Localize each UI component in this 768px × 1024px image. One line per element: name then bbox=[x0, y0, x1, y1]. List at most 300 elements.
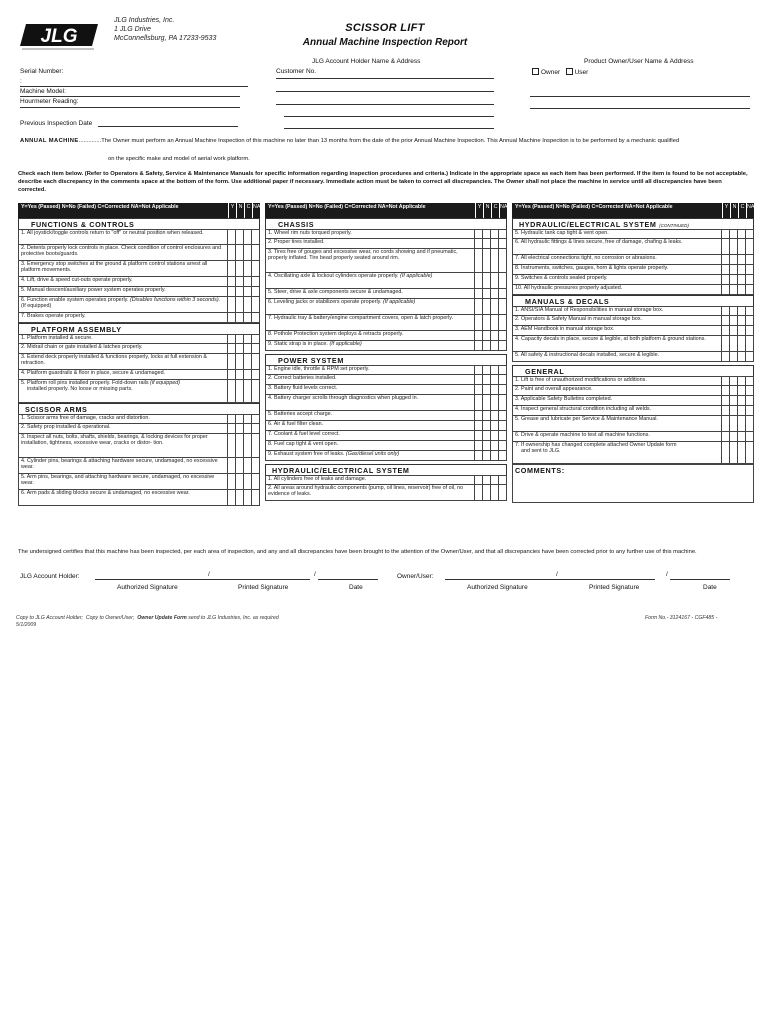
machine-model-field[interactable] bbox=[20, 96, 240, 97]
item-text: 10. All hydraulic pressures properly adjusted. bbox=[515, 285, 623, 291]
c-box[interactable] bbox=[490, 385, 498, 394]
n-box[interactable] bbox=[729, 416, 737, 431]
n-box[interactable] bbox=[235, 277, 243, 286]
n-box[interactable] bbox=[235, 458, 243, 473]
c-box[interactable] bbox=[737, 432, 745, 441]
checklist-row bbox=[18, 380, 260, 403]
n-box[interactable] bbox=[482, 476, 490, 484]
owner-checkbox[interactable] bbox=[532, 68, 539, 75]
y-box[interactable] bbox=[474, 421, 482, 430]
c-box[interactable] bbox=[490, 421, 498, 430]
y-box[interactable] bbox=[721, 265, 729, 274]
hourmeter-field[interactable] bbox=[20, 107, 240, 108]
na-box[interactable] bbox=[498, 485, 506, 500]
y-box[interactable] bbox=[474, 395, 482, 410]
user-checkbox[interactable] bbox=[566, 68, 573, 75]
n-box[interactable] bbox=[729, 255, 737, 264]
na-box[interactable] bbox=[251, 424, 259, 433]
y-box[interactable] bbox=[474, 366, 482, 374]
y-box[interactable] bbox=[721, 442, 729, 463]
n-box[interactable] bbox=[729, 230, 737, 238]
na-box[interactable] bbox=[498, 441, 506, 450]
na-box[interactable] bbox=[498, 289, 506, 298]
c-box[interactable] bbox=[737, 406, 745, 415]
na-box[interactable] bbox=[745, 377, 753, 385]
na-box[interactable] bbox=[251, 434, 259, 457]
c-box[interactable] bbox=[243, 277, 251, 286]
n-box[interactable] bbox=[729, 396, 737, 405]
col-n: N bbox=[236, 203, 244, 218]
y-box[interactable] bbox=[474, 431, 482, 440]
c-box[interactable] bbox=[243, 230, 251, 244]
owner-sig-line[interactable] bbox=[445, 579, 655, 580]
c-box[interactable] bbox=[243, 344, 251, 353]
n-box[interactable] bbox=[729, 275, 737, 284]
n-box[interactable] bbox=[482, 385, 490, 394]
c-box[interactable] bbox=[243, 415, 251, 423]
y-box[interactable] bbox=[721, 377, 729, 385]
c-box[interactable] bbox=[737, 275, 745, 284]
n-box[interactable] bbox=[482, 230, 490, 238]
item-text: 4. Capacity decals in place, secure & legible, at both platform & ground stations. bbox=[515, 336, 706, 342]
y-box[interactable] bbox=[721, 326, 729, 335]
y-box[interactable] bbox=[227, 415, 235, 423]
n-box[interactable] bbox=[482, 451, 490, 460]
item-text: 1. Platform installed & secure. bbox=[21, 335, 93, 341]
c-box[interactable] bbox=[737, 326, 745, 335]
checklist-row bbox=[512, 275, 754, 285]
item-text-italic: (Gas/diesel units only) bbox=[345, 451, 400, 457]
checklist-row bbox=[265, 385, 507, 395]
n-box[interactable] bbox=[729, 432, 737, 441]
c-box[interactable] bbox=[490, 341, 498, 350]
n-box[interactable] bbox=[235, 261, 243, 276]
c-box[interactable] bbox=[737, 386, 745, 395]
customer-no-field[interactable] bbox=[276, 78, 494, 79]
n-box[interactable] bbox=[729, 285, 737, 294]
account-address-line-1[interactable] bbox=[276, 91, 494, 92]
c-box[interactable] bbox=[490, 331, 498, 340]
c-box[interactable] bbox=[243, 261, 251, 276]
item-text-tail: (If equipped) bbox=[21, 302, 52, 309]
y-box[interactable] bbox=[721, 275, 729, 284]
c-box[interactable] bbox=[737, 285, 745, 294]
c-box[interactable] bbox=[490, 411, 498, 420]
c-box[interactable] bbox=[737, 265, 745, 274]
n-box[interactable] bbox=[235, 245, 243, 260]
comments-title: COMMENTS: bbox=[515, 466, 565, 475]
n-box[interactable] bbox=[729, 352, 737, 361]
checklist-row bbox=[18, 490, 260, 506]
na-box[interactable] bbox=[745, 239, 753, 254]
y-box[interactable] bbox=[227, 344, 235, 353]
section-general: GENERAL bbox=[512, 365, 754, 376]
c-box[interactable] bbox=[243, 434, 251, 457]
y-box[interactable] bbox=[474, 273, 482, 288]
c-box[interactable] bbox=[243, 245, 251, 260]
n-box[interactable] bbox=[729, 239, 737, 254]
item-text-italic: (If applicable) bbox=[382, 299, 416, 305]
y-box[interactable] bbox=[227, 261, 235, 276]
item-text-italic: (Disables functions within 3 seconds). bbox=[129, 297, 221, 303]
n-box[interactable] bbox=[729, 386, 737, 395]
n-box[interactable] bbox=[235, 424, 243, 433]
owner-address-line-2[interactable] bbox=[530, 108, 750, 109]
y-box[interactable] bbox=[474, 441, 482, 450]
y-box[interactable] bbox=[227, 380, 235, 402]
na-box[interactable] bbox=[498, 273, 506, 288]
owner-address-line-1[interactable] bbox=[530, 96, 750, 97]
na-box[interactable] bbox=[251, 287, 259, 296]
c-box[interactable] bbox=[243, 380, 251, 402]
na-box[interactable] bbox=[498, 451, 506, 460]
na-box[interactable] bbox=[251, 277, 259, 286]
y-box[interactable] bbox=[474, 485, 482, 500]
y-box[interactable] bbox=[721, 239, 729, 254]
legend-header bbox=[512, 203, 754, 218]
y-box[interactable] bbox=[721, 406, 729, 415]
na-box[interactable] bbox=[498, 385, 506, 394]
na-box[interactable] bbox=[498, 366, 506, 374]
section-platform: PLATFORM ASSEMBLY bbox=[18, 323, 260, 334]
item-text: 2. Paint and overall appearance. bbox=[515, 386, 593, 392]
na-box[interactable] bbox=[745, 265, 753, 274]
c-box[interactable] bbox=[737, 255, 745, 264]
c-box[interactable] bbox=[737, 336, 745, 351]
na-box[interactable] bbox=[251, 335, 259, 343]
checklist-row bbox=[265, 315, 507, 331]
y-box[interactable] bbox=[227, 370, 235, 379]
item-text: 8. Pothole Protection system deploys & retracts properly. bbox=[268, 331, 404, 337]
checklist-row bbox=[512, 285, 754, 295]
checklist-row bbox=[265, 365, 507, 375]
na-box[interactable] bbox=[251, 490, 259, 505]
n-box[interactable] bbox=[729, 307, 737, 315]
na-box[interactable] bbox=[498, 239, 506, 248]
n-box[interactable] bbox=[482, 289, 490, 298]
c-box[interactable] bbox=[490, 273, 498, 288]
na-box[interactable] bbox=[498, 421, 506, 430]
na-box[interactable] bbox=[498, 476, 506, 484]
n-box[interactable] bbox=[235, 415, 243, 423]
item-text: 7. Hydraulic tray & battery/engine compartment covers, open & latch properly. bbox=[268, 315, 454, 321]
checklist-row bbox=[18, 458, 260, 474]
c-box[interactable] bbox=[243, 490, 251, 505]
checklist-column-1 bbox=[18, 203, 260, 506]
customer-no-label: Customer No. bbox=[276, 68, 317, 75]
c-box[interactable] bbox=[490, 249, 498, 272]
na-box[interactable] bbox=[498, 431, 506, 440]
na-box[interactable] bbox=[251, 458, 259, 473]
y-box[interactable] bbox=[474, 299, 482, 314]
n-box[interactable] bbox=[482, 431, 490, 440]
account-address-line-4[interactable] bbox=[284, 128, 494, 129]
n-box[interactable] bbox=[729, 316, 737, 325]
legend-header bbox=[265, 203, 507, 218]
y-box[interactable] bbox=[721, 336, 729, 351]
y-box[interactable] bbox=[227, 313, 235, 322]
na-box[interactable] bbox=[745, 316, 753, 325]
c-box[interactable] bbox=[243, 474, 251, 489]
item-text: 2. Proper tires installed. bbox=[268, 239, 325, 245]
item-text: 1. Engine idle, throttle & RPM set properly. bbox=[268, 366, 370, 372]
c-box[interactable] bbox=[243, 354, 251, 369]
y-box[interactable] bbox=[721, 432, 729, 441]
copy-text-1: Copy to JLG Account Holder; bbox=[16, 615, 83, 621]
c-box[interactable] bbox=[490, 395, 498, 410]
y-box[interactable] bbox=[474, 289, 482, 298]
checklist-column-2 bbox=[265, 203, 507, 501]
account-holder-sig-line[interactable] bbox=[95, 579, 310, 580]
n-box[interactable] bbox=[235, 335, 243, 343]
c-box[interactable] bbox=[490, 451, 498, 460]
na-box[interactable] bbox=[251, 474, 259, 489]
c-box[interactable] bbox=[490, 476, 498, 484]
na-box[interactable] bbox=[251, 230, 259, 244]
n-box[interactable] bbox=[729, 377, 737, 385]
na-box[interactable] bbox=[251, 313, 259, 322]
na-box[interactable] bbox=[745, 285, 753, 294]
checklist-row bbox=[18, 297, 260, 313]
y-box[interactable] bbox=[474, 331, 482, 340]
na-box[interactable] bbox=[498, 331, 506, 340]
checklist-row bbox=[265, 395, 507, 411]
checklist-row bbox=[512, 432, 754, 442]
na-box[interactable] bbox=[251, 354, 259, 369]
n-box[interactable] bbox=[482, 315, 490, 330]
c-box[interactable] bbox=[243, 287, 251, 296]
n-box[interactable] bbox=[235, 370, 243, 379]
n-box[interactable] bbox=[235, 344, 243, 353]
na-box[interactable] bbox=[745, 396, 753, 405]
y-box[interactable] bbox=[474, 230, 482, 238]
item-text: 1. ANSI/SIA Manual of Responsibilities in manual storage box. bbox=[515, 307, 664, 313]
na-box[interactable] bbox=[498, 341, 506, 350]
c-box[interactable] bbox=[737, 316, 745, 325]
c-box[interactable] bbox=[490, 441, 498, 450]
y-box[interactable] bbox=[721, 416, 729, 431]
col-y: Y bbox=[228, 203, 236, 218]
c-box[interactable] bbox=[490, 299, 498, 314]
n-box[interactable] bbox=[235, 230, 243, 244]
jlg-logo bbox=[18, 22, 100, 52]
y-box[interactable] bbox=[227, 297, 235, 312]
n-box[interactable] bbox=[482, 273, 490, 288]
company-address-1: 1 JLG Drive bbox=[114, 26, 151, 33]
na-box[interactable] bbox=[498, 375, 506, 384]
c-box[interactable] bbox=[737, 239, 745, 254]
n-box[interactable] bbox=[482, 411, 490, 420]
checklist-row bbox=[512, 229, 754, 239]
na-box[interactable] bbox=[745, 307, 753, 315]
n-box[interactable] bbox=[482, 249, 490, 272]
na-box[interactable] bbox=[251, 344, 259, 353]
checklist-row bbox=[512, 396, 754, 406]
c-box[interactable] bbox=[737, 307, 745, 315]
na-box[interactable] bbox=[745, 386, 753, 395]
checklist-row bbox=[265, 375, 507, 385]
y-box[interactable] bbox=[227, 424, 235, 433]
na-box[interactable] bbox=[498, 315, 506, 330]
c-box[interactable] bbox=[243, 424, 251, 433]
y-box[interactable] bbox=[227, 434, 235, 457]
c-box[interactable] bbox=[490, 431, 498, 440]
n-box[interactable] bbox=[729, 336, 737, 351]
c-box[interactable] bbox=[490, 289, 498, 298]
na-box[interactable] bbox=[251, 297, 259, 312]
y-box[interactable] bbox=[227, 458, 235, 473]
na-box[interactable] bbox=[251, 370, 259, 379]
y-box[interactable] bbox=[474, 411, 482, 420]
y-box[interactable] bbox=[227, 245, 235, 260]
na-box[interactable] bbox=[498, 230, 506, 238]
na-box[interactable] bbox=[745, 442, 753, 463]
item-text-italic: (if equipped) bbox=[150, 380, 180, 386]
n-box[interactable] bbox=[729, 406, 737, 415]
item-text: 3. Battery fluid levels correct. bbox=[268, 385, 338, 391]
n-box[interactable] bbox=[235, 380, 243, 402]
na-box[interactable] bbox=[251, 245, 259, 260]
c-box[interactable] bbox=[737, 442, 745, 463]
y-box[interactable] bbox=[227, 287, 235, 296]
serial-number-field[interactable] bbox=[20, 86, 248, 87]
na-box[interactable] bbox=[745, 275, 753, 284]
c-box[interactable] bbox=[737, 396, 745, 405]
item-text: 1. Lift is free of unauthorized modifications or additions. bbox=[515, 377, 647, 383]
na-box[interactable] bbox=[251, 380, 259, 402]
na-box[interactable] bbox=[498, 249, 506, 272]
y-box[interactable] bbox=[227, 354, 235, 369]
account-address-line-3[interactable] bbox=[284, 116, 494, 117]
na-box[interactable] bbox=[745, 326, 753, 335]
y-box[interactable] bbox=[227, 277, 235, 286]
y-box[interactable] bbox=[474, 341, 482, 350]
na-box[interactable] bbox=[745, 416, 753, 431]
continued-label: (CONTINUED) bbox=[659, 223, 689, 228]
c-box[interactable] bbox=[490, 375, 498, 384]
col-y: Y bbox=[475, 203, 483, 218]
na-box[interactable] bbox=[745, 255, 753, 264]
n-box[interactable] bbox=[729, 442, 737, 463]
y-box[interactable] bbox=[721, 352, 729, 361]
section-power: POWER SYSTEM bbox=[265, 354, 507, 365]
na-box[interactable] bbox=[498, 395, 506, 410]
y-box[interactable] bbox=[721, 386, 729, 395]
y-box[interactable] bbox=[227, 230, 235, 244]
n-box[interactable] bbox=[729, 326, 737, 335]
y-box[interactable] bbox=[474, 385, 482, 394]
y-box[interactable] bbox=[474, 375, 482, 384]
n-box[interactable] bbox=[235, 287, 243, 296]
c-box[interactable] bbox=[243, 458, 251, 473]
c-box[interactable] bbox=[243, 335, 251, 343]
n-box[interactable] bbox=[482, 239, 490, 248]
y-box[interactable] bbox=[721, 230, 729, 238]
na-box[interactable] bbox=[498, 299, 506, 314]
item-text: 2. Midrail chain or gate installed & latches properly. bbox=[21, 344, 143, 350]
c-box[interactable] bbox=[490, 315, 498, 330]
y-box[interactable] bbox=[474, 315, 482, 330]
n-box[interactable] bbox=[235, 474, 243, 489]
y-box[interactable] bbox=[721, 316, 729, 325]
c-box[interactable] bbox=[490, 230, 498, 238]
y-box[interactable] bbox=[474, 249, 482, 272]
na-box[interactable] bbox=[745, 432, 753, 441]
c-box[interactable] bbox=[737, 230, 745, 238]
c-box[interactable] bbox=[737, 416, 745, 431]
na-box[interactable] bbox=[745, 352, 753, 361]
n-box[interactable] bbox=[235, 490, 243, 505]
c-box[interactable] bbox=[737, 352, 745, 361]
y-box[interactable] bbox=[474, 451, 482, 460]
c-box[interactable] bbox=[243, 313, 251, 322]
n-box[interactable] bbox=[235, 297, 243, 312]
y-box[interactable] bbox=[474, 476, 482, 484]
item-text: 3. Inspect all nuts, bolts, shafts, shields, bearings, & locking devices for proper installation, tightness, excessive wear, cracks or distor- tion. bbox=[21, 434, 208, 446]
authorized-sig-caption-2: Authorized Signature bbox=[467, 584, 528, 591]
y-box[interactable] bbox=[721, 255, 729, 264]
n-box[interactable] bbox=[235, 354, 243, 369]
item-text-main: 9. Exhaust system free of leaks. bbox=[268, 451, 345, 457]
na-box[interactable] bbox=[251, 261, 259, 276]
n-box[interactable] bbox=[482, 441, 490, 450]
c-box[interactable] bbox=[490, 366, 498, 374]
na-box[interactable] bbox=[251, 415, 259, 423]
na-box[interactable] bbox=[498, 411, 506, 420]
na-box[interactable] bbox=[745, 230, 753, 238]
account-date-line[interactable] bbox=[318, 579, 378, 580]
y-box[interactable] bbox=[227, 490, 235, 505]
y-box[interactable] bbox=[721, 285, 729, 294]
c-box[interactable] bbox=[490, 239, 498, 248]
checklist-row bbox=[18, 424, 260, 434]
na-box[interactable] bbox=[745, 406, 753, 415]
n-box[interactable] bbox=[482, 375, 490, 384]
n-box[interactable] bbox=[482, 331, 490, 340]
n-box[interactable] bbox=[482, 366, 490, 374]
n-box[interactable] bbox=[235, 434, 243, 457]
n-box[interactable] bbox=[235, 313, 243, 322]
comments-box[interactable] bbox=[512, 464, 754, 503]
na-box[interactable] bbox=[745, 336, 753, 351]
y-box[interactable] bbox=[227, 474, 235, 489]
item-text: 2. Operators & Safety Manual in manual storage box. bbox=[515, 316, 643, 322]
col-na: NA bbox=[499, 203, 507, 218]
y-box[interactable] bbox=[227, 335, 235, 343]
c-box[interactable] bbox=[243, 297, 251, 312]
n-box[interactable] bbox=[482, 299, 490, 314]
n-box[interactable] bbox=[482, 341, 490, 350]
c-box[interactable] bbox=[243, 370, 251, 379]
owner-date-line[interactable] bbox=[670, 579, 730, 580]
y-box[interactable] bbox=[721, 396, 729, 405]
c-box[interactable] bbox=[737, 377, 745, 385]
item-text-cont: installed properly. No loose or missing parts. bbox=[27, 385, 133, 392]
n-box[interactable] bbox=[482, 485, 490, 500]
y-box[interactable] bbox=[721, 307, 729, 315]
checklist-row bbox=[512, 442, 754, 464]
y-box[interactable] bbox=[474, 239, 482, 248]
prev-inspection-field[interactable] bbox=[98, 126, 238, 127]
account-holder-sig-label: JLG Account Holder: bbox=[20, 573, 80, 580]
checklist-row bbox=[18, 229, 260, 245]
n-box[interactable] bbox=[482, 421, 490, 430]
item-text: 4. Lift, drive & speed cut-outs operate properly. bbox=[21, 277, 133, 283]
c-box[interactable] bbox=[490, 485, 498, 500]
n-box[interactable] bbox=[729, 265, 737, 274]
n-box[interactable] bbox=[482, 395, 490, 410]
account-address-line-2[interactable] bbox=[276, 104, 494, 105]
